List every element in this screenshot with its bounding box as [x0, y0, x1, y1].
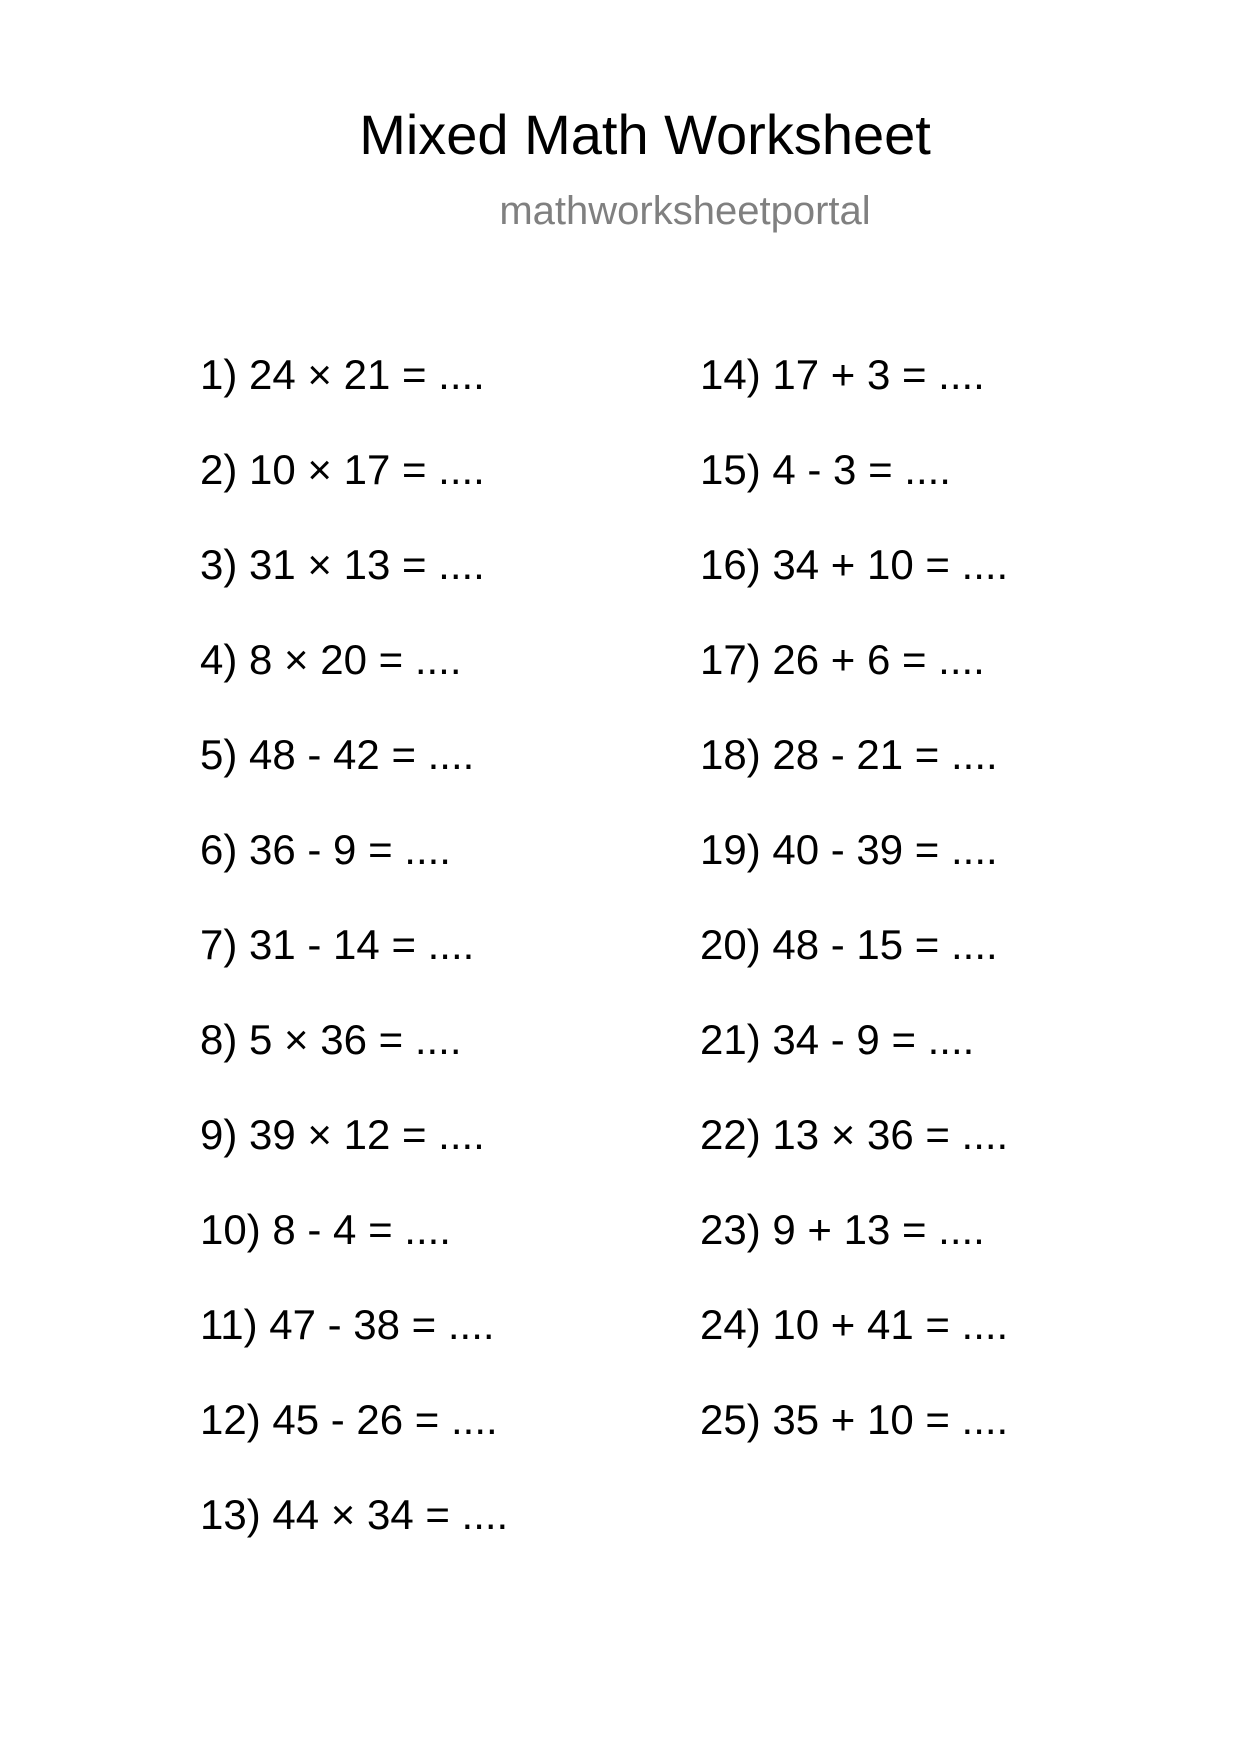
problem-list-right — [700, 345, 1008, 1485]
problem-1: 1) 24 × 21 = .... — [200, 351, 485, 398]
problem-9: 9) 39 × 12 = .... — [200, 1111, 485, 1158]
problem-20: 20) 48 - 15 = .... — [700, 921, 998, 968]
problem-24: 24) 10 + 41 = .... — [700, 1301, 1009, 1348]
worksheet-subtitle: mathworksheetportal — [499, 189, 871, 233]
problem-18: 18) 28 - 21 = .... — [700, 731, 998, 778]
problem-8: 8) 5 × 36 = .... — [200, 1016, 462, 1063]
problem-15: 15) 4 - 3 = .... — [700, 446, 951, 493]
worksheet-title: Mixed Math Worksheet — [359, 103, 931, 166]
problem-4: 4) 8 × 20 = .... — [200, 636, 462, 683]
problem-11: 11) 47 - 38 = .... — [200, 1301, 495, 1348]
problem-12: 12) 45 - 26 = .... — [200, 1396, 498, 1443]
problem-19: 19) 40 - 39 = .... — [700, 826, 998, 873]
problem-list-left — [200, 345, 508, 1580]
problem-16: 16) 34 + 10 = .... — [700, 541, 1009, 588]
problem-2: 2) 10 × 17 = .... — [200, 446, 485, 493]
problem-23: 23) 9 + 13 = .... — [700, 1206, 985, 1253]
problem-22: 22) 13 × 36 = .... — [700, 1111, 1009, 1158]
problem-17: 17) 26 + 6 = .... — [700, 636, 985, 683]
problem-21: 21) 34 - 9 = .... — [700, 1016, 975, 1063]
problem-6: 6) 36 - 9 = .... — [200, 826, 451, 873]
problem-5: 5) 48 - 42 = .... — [200, 731, 475, 778]
problem-3: 3) 31 × 13 = .... — [200, 541, 485, 588]
problem-13: 13) 44 × 34 = .... — [200, 1491, 509, 1538]
problem-10: 10) 8 - 4 = .... — [200, 1206, 451, 1253]
problem-14: 14) 17 + 3 = .... — [700, 351, 985, 398]
problem-7: 7) 31 - 14 = .... — [200, 921, 475, 968]
problem-25: 25) 35 + 10 = .... — [700, 1396, 1009, 1443]
